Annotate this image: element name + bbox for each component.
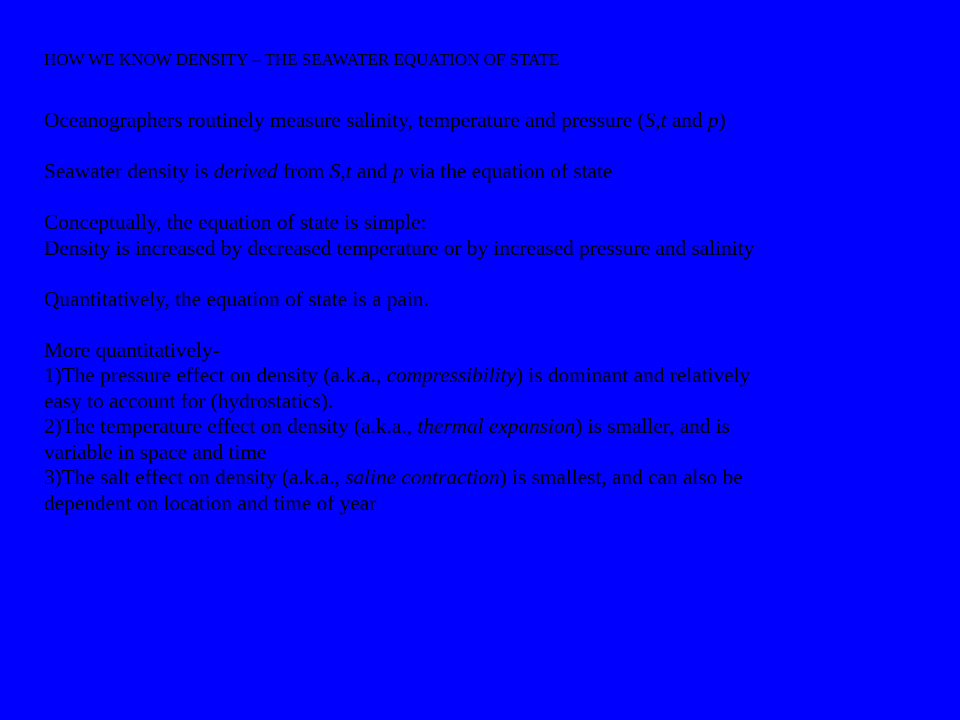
text-segment: Oceanographers routinely measure salinity, temperature and pressure ( [44,108,645,132]
text-segment: via the equation of state [403,159,613,183]
text-segment: ) is smallest, and can also be [499,465,743,489]
emphasis-derived: derived [213,159,278,183]
variable-p: p [392,159,404,183]
slide-body [44,108,944,516]
text-segment: ) [718,108,726,132]
text-segment: ) is smaller, and is [575,414,730,438]
list-item-salt [44,465,944,491]
variables-st: S,t [329,159,352,183]
text-segment: ) is dominant and relatively [515,363,751,387]
para-conceptual-line2: Density is increased by decreased temperature or by increased pressure and salinity [44,235,755,260]
para-derivation [44,159,944,185]
para-quantitative: Quantitatively, the equation of state is a pain. [44,286,429,311]
list-item-salt-cont: dependent on location and time of year [44,490,377,515]
list-item-temperature [44,414,944,440]
spacer [44,312,944,338]
term-thermal-expansion: thermal expansion [417,414,576,438]
term-saline-contraction: saline contraction [345,465,500,489]
text-segment: 1)The pressure effect on density (a.k.a., [44,363,387,387]
text-segment: from [277,159,330,183]
para-measurements [44,108,944,134]
list-item-temperature-cont: variable in space and time [44,439,267,464]
text-segment: and [666,108,708,132]
spacer [44,261,944,287]
text-segment: 3)The salt effect on density (a.k.a., [44,465,346,489]
spacer [44,134,944,160]
para-conceptual-line1: Conceptually, the equation of state is simple: [44,210,427,234]
list-item-pressure [44,363,944,389]
text-segment: and [351,159,393,183]
para-more-quantitative: More quantitatively- [44,337,220,362]
variable-p: p [707,108,719,132]
text-segment: 2)The temperature effect on density (a.k.a., [44,414,418,438]
slide-title: HOW WE KNOW DENSITY – THE SEAWATER EQUATION OF STATE [44,50,560,69]
variables-st: S,t [644,108,667,132]
text-segment: Seawater density is [44,159,214,183]
spacer [44,185,944,211]
term-compressibility: compressibility [386,363,516,387]
list-item-pressure-cont: easy to account for (hydrostatics). [44,388,334,413]
